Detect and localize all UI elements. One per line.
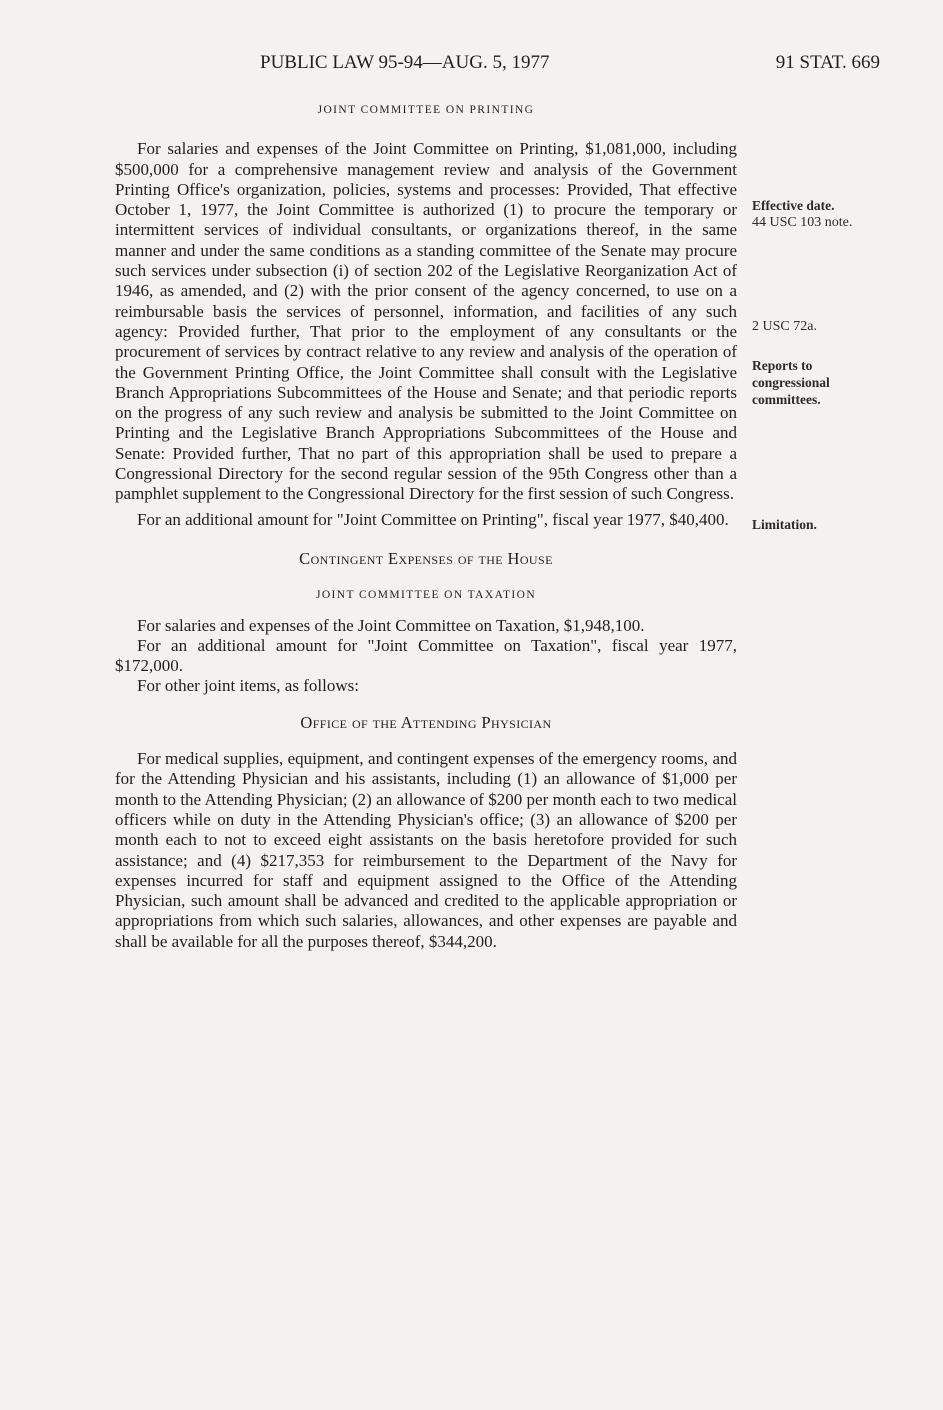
physician-paragraph: For medical supplies, equipment, and contingent expenses of the emergency rooms, and for the Attending Physician and his assistants, including (1) an allowance of $1,000 per month to the Attending Physician; (2) an allowance of $200 per month each to two medical officers while on duty in the Attending Physician's office; (3) an allowance of $200 per month each to not to exceed eight assistants on the basis heretofore provided for such assistance; and (4) $217,353 for reimbursement to the Department of the Navy for expenses incurred for staff and equipment assigned to the Office of the Attending Physician, such amount shall be advanced and credited to the applicable appropriation or appropriations from which such salaries, allowances, and other expenses are payable and shall be available for all the purposes thereof, $344,200. xyxy=(115,749,737,951)
statute-page-number: 91 STAT. 669 xyxy=(775,52,880,73)
section-heading-contingent: Contingent Expenses of the House xyxy=(299,548,553,568)
margin-note-2-usc-72a: 2 USC 72a. xyxy=(752,319,817,334)
margin-note-effective-date: Effective date. xyxy=(752,198,835,213)
printing-paragraph-2: For an additional amount for "Joint Committee on Printing", fiscal year 1977, $40,400. xyxy=(137,509,729,529)
public-law-citation: PUBLIC LAW 95-94—AUG. 5, 1977 xyxy=(260,52,550,73)
taxation-paragraph-2: For an additional amount for "Joint Committee on Taxation", fiscal year 1977, $172,000. xyxy=(115,635,737,676)
margin-note-reports-line-3: committees. xyxy=(752,392,821,407)
margin-note-reports-line-1: Reports to xyxy=(752,358,813,373)
body-text xyxy=(115,100,737,952)
taxation-paragraph-3: For other joint items, as follows: xyxy=(137,676,359,696)
taxation-paragraph-1: For salaries and expenses of the Joint Committee on Taxation, $1,948,100. xyxy=(137,615,645,635)
margin-note-limitation: Limitation. xyxy=(752,517,817,532)
page-header xyxy=(115,52,880,76)
printing-paragraph-1: For salaries and expenses of the Joint Committee on Printing, $1,081,000, including $500,000 for a comprehensive management review and analysis of the Government Printing Office's organization, policies, systems and processes: Provided, That effective October 1, 1977, the Joint Committee is authorized (1) to procure the temporary or intermittent services of individual consultants, or organizations thereof, in the same manner and under the same conditions as a standing committee of the Senate may procure such services under subsection (i) of section 202 of the Legislative Reorganization Act of 1946, as amended, and (2) with the prior consent of the agency concerned, to use on a reimbursable basis the services of personnel, information, and facilities of any such agency: Provided further, That prior to the employment of any consultants or the procurement of services by contract relative to any review and analysis of the operation of the Government Printing Office, the Joint Committee shall consult with the Legislative Branch Appropriations Subcommittees of the House and Senate; and that periodic reports on the progress of any such review and analysis be submitted to the Joint Committee on Printing and the Legislative Branch Appropriations Subcommittees of the House and Senate: Provided further, That no part of this appropriation shall be used to prepare a Congressional Directory for the second regular session of the 95th Congress other than a pamphlet supplement to the Congressional Directory for the first session of such Congress. xyxy=(115,139,737,504)
section-heading-physician: Office of the Attending Physician xyxy=(300,712,552,732)
section-heading-printing: JOINT COMMITTEE ON PRINTING xyxy=(317,104,535,116)
section-heading-taxation: JOINT COMMITTEE ON TAXATION xyxy=(315,589,537,602)
margin-note-reports-line-2: congressional xyxy=(752,375,830,390)
margin-note-44-usc-103: 44 USC 103 note. xyxy=(752,215,853,230)
